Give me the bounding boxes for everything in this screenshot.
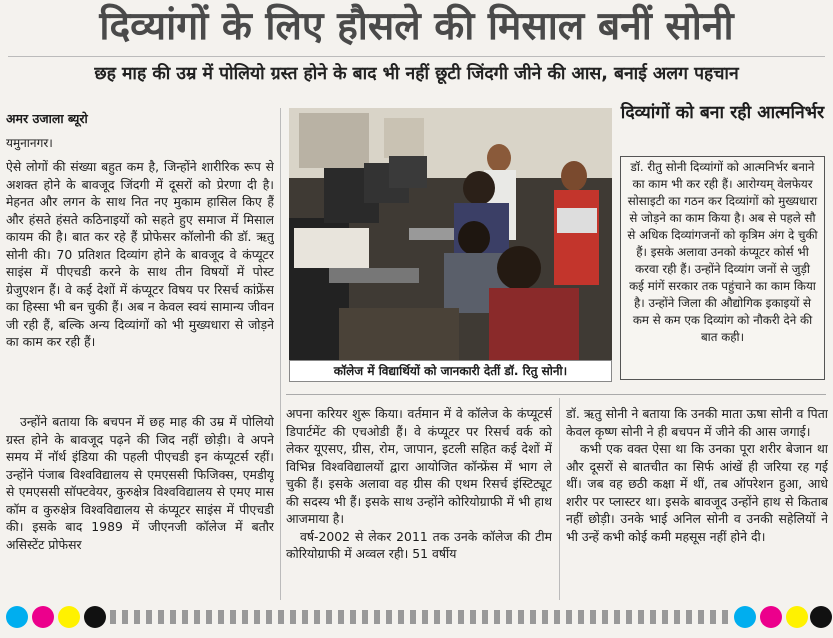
paragraph: अपना करियर शुरू किया। वर्तमान में वे कॉलेज के कंप्यूटर्स डिपार्टमेंट की एचओडी हैं। वे कंप्यूटर पर रिसर्च वर्क को लेकर यूएसए, ग्रीस, रोम, जापान, इटली सहित कई देशों में विभिन्न विश्वविद्यालयों द्वारा आयोजित कॉन्फ्रेंस में भाग ले चुकी हैं। इसके अलावा वह ग्रीस की एथम रिसर्च इंस्टिट्यूट की सदस्य भी हैं। इसके साथ उन्होंने कोरियोग्राफी में भी हाथ आजमाया है। <box>286 406 552 526</box>
sidebar-box <box>620 156 825 380</box>
black-registration-mark <box>84 606 106 628</box>
paragraph: वर्ष-2002 से लेकर 2011 तक उनके कॉलेज की टीम कोरियोग्राफी में अव्वल रही। 51 वर्षीय <box>286 528 552 561</box>
magenta-registration-mark <box>760 606 782 628</box>
article-column-2 <box>286 405 552 601</box>
magenta-registration-mark <box>32 606 54 628</box>
paragraph: उन्होंने बताया कि बचपन में छह माह की उम्र में पोलियो ग्रस्त होने के बावजूद पढ़ने की जिद नहीं छोड़ी। वे अपने समय में नॉर्थ इंडिया की पहली पीएचडी इन कंप्यूटर्स रहीं। उन्होंने पंजाब विश्वविद्यालय से एमएससी फिजिक्स, एमडीयू से एमएससी सॉफ्टवेयर, कुरुक्षेत्र विश्वविद्यालय से एमए मास कॉम व कुरुक्षेत्र विश्वविद्यालय से कंप्यूटर साइंस में पीएचडी की। इसके बाद 1989 में जीएनजी कॉलेज में बतौर असिस्टेंट प्रोफेसर <box>6 414 274 552</box>
paragraph: डॉ. ऋतु सोनी ने बताया कि उनकी माता ऊषा सोनी व पिता केवल कृष्ण सोनी ने ही बचपन में जीने की आस जगाई। <box>566 406 828 439</box>
byline: अमर उजाला ब्यूरो <box>6 111 88 126</box>
cyan-registration-mark <box>734 606 756 628</box>
photo-caption: कॉलेज में विद्यार्थियों को जानकारी देतीं डॉ. रितु सोनी। <box>289 360 612 382</box>
cyan-registration-mark <box>6 606 28 628</box>
article-column-1-top <box>6 158 274 410</box>
sidebar-text: डॉ. रीतु सोनी दिव्यांगों को आत्मनिर्भर बनाने का काम भी कर रही हैं। आरोग्यम् वेलफेयर सोसाइटी का गठन कर दिव्यांगों को मुख्यधारा से जोड़ने का काम किया है। अब से पहले सौ से अधिक दिव्यांगजनों को कृत्रिम अंग दे चुकी हैं। इसके अलावा उनको कंप्यूटर कोर्स भी करवा रही हैं। उन्होंने दिव्यांग जनों से जुड़ी कई मांगें सरकार तक पहुंचाने का काम किया है। उन्होंने जिला की औद्योगिक इकाइयों से कम से कम एक दिव्यांग को नौकरी देने की बात कही। <box>627 160 818 344</box>
subheadline: छह माह की उम्र में पोलियो ग्रस्त होने के बाद भी नहीं छूटी जिंदगी जीने की आस, बनाई अलग पहचान <box>94 64 739 84</box>
divider <box>8 56 825 57</box>
column-divider <box>280 108 281 600</box>
paragraph: ऐसे लोगों की संख्या बहुत कम है, जिन्होंने शारीरिक रूप से अशक्त होने के बावजूद जिंदगी में दूसरों को प्रेरणा दी है। मेहनत और लगन के साथ नित नए मुकाम हासिल किए हैं और हंसते हंसते कठिनाइयों को सहते हुए समाज में मिसाल कायम की है। बात कर रहे हैं प्रोफेसर कॉलोनी की डॉ. ऋतु सोनी की। 70 प्रतिशत दिव्यांग होने के बावजूद वे कंप्यूटर साइंस में पीएचडी करने के साथ तीन विषयों में पोस्ट ग्रेजुएशन हैं। वे कई देशों में कंप्यूटर विषय पर रिसर्च कांफ्रेंस का हिस्सा भी बन चुकी हैं। अब न केवल स्वयं सामान्य जीवन जी रही हैं, बल्कि अन्य दिव्यांगों को भी मुख्यधारा से जोड़ने का काम कर रही हैं। <box>6 159 274 349</box>
yellow-registration-mark <box>58 606 80 628</box>
sidebar-title: दिव्यांगों को बना रही आत्मनिर्भर <box>620 103 825 123</box>
dateline: यमुनानगर। <box>6 136 53 150</box>
section-divider <box>286 394 826 395</box>
yellow-registration-mark <box>786 606 808 628</box>
column-divider <box>559 398 560 600</box>
news-photo <box>289 108 612 360</box>
registration-strip <box>110 610 730 624</box>
black-registration-mark <box>810 606 832 628</box>
headline: दिव्यांगों के लिए हौसले की मिसाल बनीं सोनी <box>99 4 734 49</box>
classroom-photo-illustration <box>289 108 612 360</box>
paragraph: कभी एक वक्त ऐसा था कि उनका पूरा शरीर बेजान था और दूसरों से बातचीत का सिर्फ आंखें ही जरिया रह गई थीं। जब वह छठी कक्षा में थीं, तब ऑपरेशन हुआ, आधे शरीर पर प्लास्टर था। इसके बावजूद उन्होंने हाथ से किताब नहीं छोड़ी। उनके भाई अनिल सोनी व उनकी सहेलियों ने भी उन्हें कभी कोई कमी महसूस नहीं होने दी। <box>566 441 828 544</box>
article-column-3 <box>566 405 828 601</box>
article-column-1-bottom <box>6 413 274 601</box>
